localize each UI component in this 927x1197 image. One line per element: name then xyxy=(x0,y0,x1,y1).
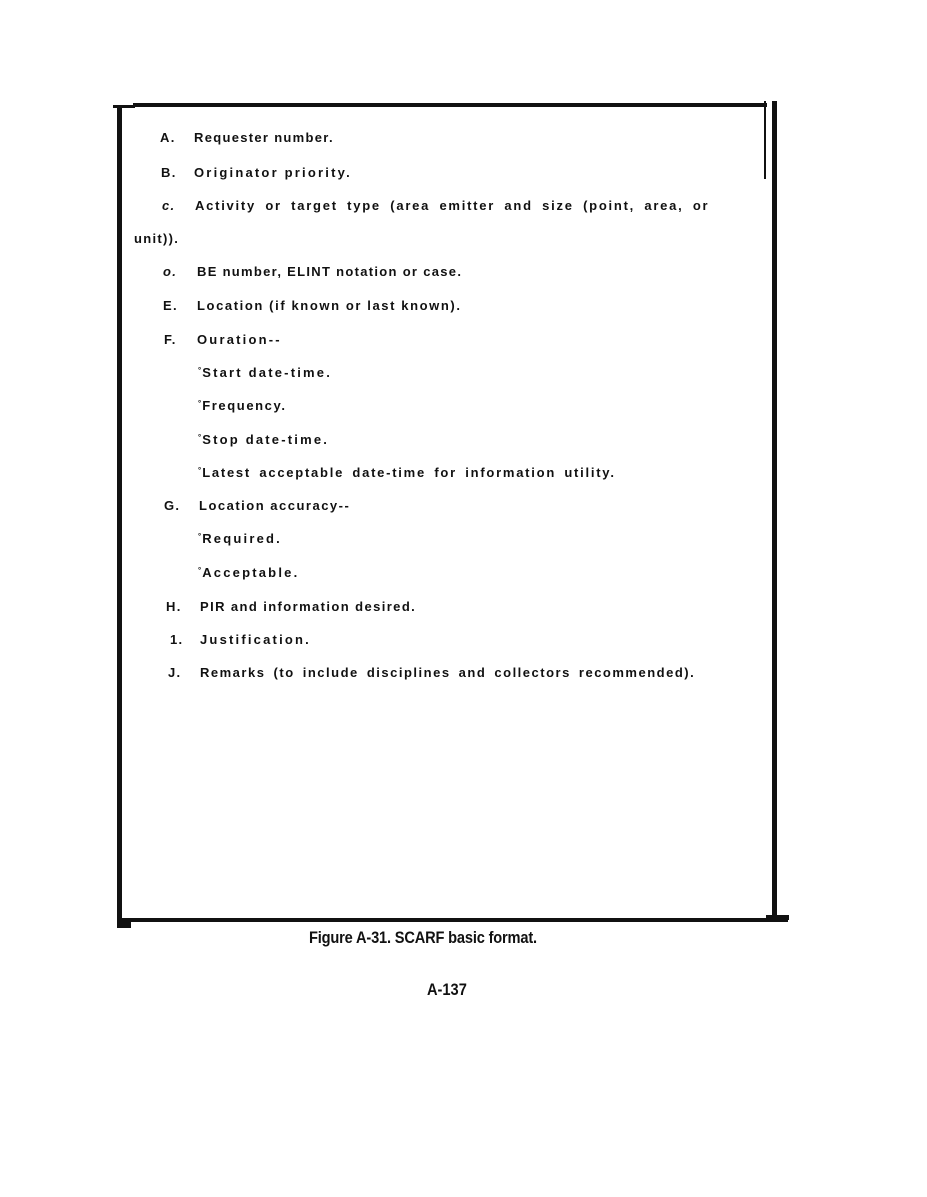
item-label: 1. xyxy=(170,632,184,647)
bullet-degree: ° xyxy=(198,566,202,575)
frame-right-thin-border xyxy=(764,101,766,179)
sub-item-text: Start date-time. xyxy=(202,365,333,380)
bullet-degree: ° xyxy=(198,366,202,375)
sub-item-text: Acceptable. xyxy=(202,565,300,580)
frame-right-foot xyxy=(766,915,789,920)
item-text: Activity or target type (area emitter and size (point, area, or xyxy=(195,198,710,213)
item-text: PIR and information desired. xyxy=(200,599,417,614)
item-text: Originator priority. xyxy=(194,165,352,180)
item-label: E. xyxy=(163,298,178,313)
item-text: Location (if known or last known). xyxy=(197,298,462,313)
item-text: Location accuracy-- xyxy=(199,498,351,513)
item-label: o. xyxy=(163,264,178,279)
sub-item-text: Frequency. xyxy=(202,398,287,413)
sub-list-item xyxy=(198,365,332,381)
item-label: G. xyxy=(164,498,181,513)
sub-list-item xyxy=(198,398,287,414)
bullet-degree: ° xyxy=(198,399,202,408)
item-text: BE number, ELINT notation or case. xyxy=(197,264,463,279)
item-label: H. xyxy=(166,599,182,614)
frame-right-border xyxy=(772,101,777,921)
item-text-continuation: unit)). xyxy=(134,231,180,246)
sub-item-text: Required. xyxy=(202,531,282,546)
sub-list-item xyxy=(198,465,616,481)
item-text: Remarks (to include disciplines and collectors recommended). xyxy=(200,665,696,680)
figure-caption: Figure A-31. SCARF basic format. xyxy=(309,928,537,947)
frame-top-border xyxy=(133,103,767,107)
sub-list-item xyxy=(198,565,299,581)
frame-left-border xyxy=(117,106,122,928)
sub-item-text: Stop date-time. xyxy=(202,432,330,447)
sub-item-text: Latest acceptable date-time for information utility. xyxy=(202,465,616,480)
item-text: Requester number. xyxy=(194,130,334,145)
item-text: Ouration-- xyxy=(197,332,282,347)
sub-list-item xyxy=(198,432,329,448)
bullet-degree: ° xyxy=(198,466,202,475)
item-label: c. xyxy=(162,198,176,213)
bullet-degree: ° xyxy=(198,532,202,541)
page-number: A-137 xyxy=(427,980,467,999)
item-label: J. xyxy=(168,665,182,680)
frame-bottom-border xyxy=(122,918,788,922)
item-label: B. xyxy=(161,165,177,180)
list-item xyxy=(160,130,176,146)
bullet-degree: ° xyxy=(198,433,202,442)
item-label: F. xyxy=(164,332,177,347)
item-text: Justification. xyxy=(200,632,311,647)
sub-list-item xyxy=(198,531,282,547)
item-label: A. xyxy=(160,130,176,145)
